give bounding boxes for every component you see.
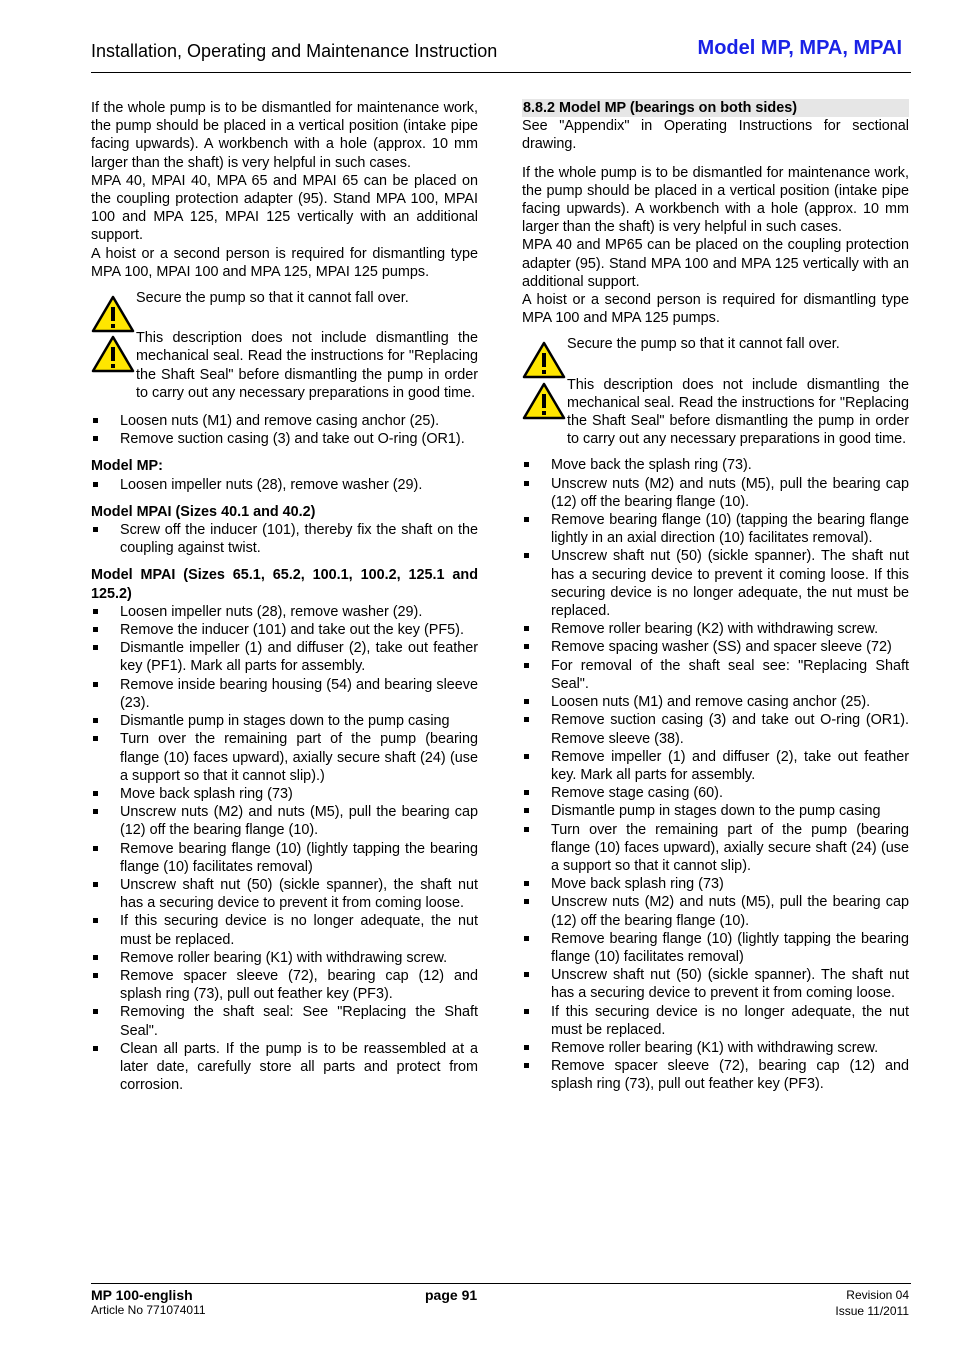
page-header <box>91 38 911 73</box>
list-item: Loosen impeller nuts (28), remove washer (29). <box>91 476 478 494</box>
list-item: Remove stage casing (60). <box>522 784 909 802</box>
right-column <box>522 99 909 1094</box>
list-item: Remove the inducer (101) and take out the key (PF5). <box>91 621 478 639</box>
list-item: For removal of the shaft seal see: "Replacing Shaft Seal". <box>522 657 909 693</box>
warning-icon <box>91 295 135 333</box>
list-item: Move back the splash ring (73). <box>522 456 909 474</box>
warning-icon <box>91 335 135 373</box>
right-intro-paragraph-3: A hoist or a second person is required for dismantling type MPA 100 and MPA 125 pumps. <box>522 292 909 327</box>
left-column <box>91 99 478 1094</box>
list-item: Unscrew nuts (M2) and nuts (M5), pull the bearing cap (12) off the bearing flange (10). <box>522 475 909 511</box>
list-item: Dismantle impeller (1) and diffuser (2), take out feather key (PF1). Mark all parts for assembly. <box>91 639 478 675</box>
list-item: If this securing device is no longer adequate, the nut must be replaced. <box>522 1003 909 1039</box>
list-item: Loosen nuts (M1) and remove casing anchor (25). <box>91 412 478 430</box>
list-item: Remove bearing flange (10) (lightly tapping the bearing flange (10) facilitates removal) <box>522 930 909 966</box>
warning-icon <box>522 382 566 420</box>
warning-icon <box>522 341 566 379</box>
list-item: Remove roller bearing (K1) with withdrawing screw. <box>91 949 478 967</box>
left-bullets-1 <box>91 412 478 448</box>
section-heading: 8.8.2 Model MP (bearings on both sides) <box>522 99 909 117</box>
right-intro-paragraph-1: If the whole pump is to be dismantled for maintenance work, the pump should be placed in a vertical position (intake pipe facing upwards). A workbench with a hole (approx. 10 mm larger than the shaft) is very helpful in such cases. <box>522 164 909 236</box>
model-mpai-40-bullets <box>91 521 478 557</box>
list-item: Remove spacing washer (SS) and spacer sleeve (72) <box>522 638 909 656</box>
right-bullets <box>522 456 909 1093</box>
right-warning-seal <box>522 376 909 449</box>
left-warning-fall <box>91 289 478 307</box>
list-item: Loosen nuts (M1) and remove casing anchor (25). <box>522 693 909 711</box>
list-item: Remove roller bearing (K1) with withdrawing screw. <box>522 1039 909 1057</box>
model-mp-bullets <box>91 476 478 494</box>
model-title: Model MP, MPA, MPAI <box>697 37 902 59</box>
model-mpai-40-heading: Model MPAI (Sizes 40.1 and 40.2) <box>91 503 316 520</box>
list-item: Remove spacer sleeve (72), bearing cap (12) and splash ring (73), pull out feather key (PF3). <box>522 1057 909 1093</box>
list-item: Remove suction casing (3) and take out O-ring (OR1). Remove sleeve (38). <box>522 711 909 747</box>
list-item: Loosen impeller nuts (28), remove washer (29). <box>91 603 478 621</box>
footer-article-number: Article No 771074011 <box>91 1303 206 1317</box>
list-item: Remove bearing flange (10) (tapping the bearing flange lightly in an axial direction (10) facilitates removal). <box>522 511 909 547</box>
warning-text: Secure the pump so that it cannot fall over. <box>567 336 840 353</box>
list-item: Screw off the inducer (101), thereby fix the shaft on the coupling against twist. <box>91 521 478 557</box>
footer-issue: Issue 11/2011 <box>835 1304 909 1318</box>
list-item: Move back splash ring (73) <box>522 875 909 893</box>
model-mpai-65-bullets <box>91 603 478 1094</box>
list-item: Unscrew shaft nut (50) (sickle spanner). The shaft nut has a securing device to prevent it coming loose. If this securing device is no longer adequate, the nut must be replaced. <box>522 547 909 620</box>
page-footer <box>91 1283 911 1318</box>
list-item: Unscrew shaft nut (50) (sickle spanner). The shaft nut has a securing device to prevent it from coming loose. <box>522 966 909 1002</box>
warning-text: This description does not include dismantling the mechanical seal. Read the instructions for "Replacing the Shaft Seal" before dismantling the pump in order to carry out any necessary preparations in good time. <box>136 330 478 401</box>
list-item: Unscrew nuts (M2) and nuts (M5), pull the bearing cap (12) off the bearing flange (10). <box>91 803 478 839</box>
list-item: Remove bearing flange (10) (lightly tapping the bearing flange (10) facilitates removal) <box>91 840 478 876</box>
list-item: Move back splash ring (73) <box>91 785 478 803</box>
warning-text: Secure the pump so that it cannot fall over. <box>136 290 409 307</box>
left-warning-seal <box>91 329 478 402</box>
footer-doc-name: MP 100-english <box>91 1287 193 1303</box>
list-item: Dismantle pump in stages down to the pump casing <box>91 712 478 730</box>
list-item: Remove impeller (1) and diffuser (2), take out feather key. Mark all parts for assembly. <box>522 748 909 784</box>
list-item: Turn over the remaining part of the pump (bearing flange (10) faces upward), axially secure shaft (24) (use a support so that it cannot slip). <box>522 821 909 876</box>
list-item: Turn over the remaining part of the pump (bearing flange (10) faces upward), axially secure shaft (24) (use a support so that it cannot slip).) <box>91 730 478 785</box>
list-item: If this securing device is no longer adequate, the nut must be replaced. <box>91 912 478 948</box>
right-intro-paragraph-2: MPA 40 and MP65 can be placed on the coupling protection adapter (95). Stand MPA 100 and MPA 125 vertically with an additional support. <box>522 237 909 290</box>
list-item: Remove suction casing (3) and take out O-ring (OR1). <box>91 430 478 448</box>
footer-page-number: page 91 <box>425 1287 478 1303</box>
document-title: Installation, Operating and Maintenance Instruction <box>91 41 498 61</box>
list-item: Remove roller bearing (K2) with withdrawing screw. <box>522 620 909 638</box>
left-intro-paragraph-2: MPA 40, MPAI 40, MPA 65 and MPAI 65 can be placed on the coupling protection adapter (95). Stand MPA 100, MPAI 100 and MPA 125, MPAI 125 vertically with an additional support. <box>91 172 478 244</box>
list-item: Unscrew nuts (M2) and nuts (M5), pull the bearing cap (12) off the bearing flange (10). <box>522 893 909 929</box>
list-item: Unscrew shaft nut (50) (sickle spanner), the shaft nut has a securing device to prevent it from coming loose. <box>91 876 478 912</box>
left-intro-paragraph-1: If the whole pump is to be dismantled for maintenance work, the pump should be placed in a vertical position (intake pipe facing upwards). A workbench with a hole (approx. 10 mm larger than the shaft) is very helpful in such cases. <box>91 100 478 171</box>
model-mp-heading: Model MP: <box>91 458 163 475</box>
list-item: Remove spacer sleeve (72), bearing cap (12) and splash ring (73), pull out feather key (PF3). <box>91 967 478 1003</box>
list-item: Dismantle pump in stages down to the pump casing <box>522 802 909 820</box>
list-item: Removing the shaft seal: See "Replacing the Shaft Seal". <box>91 1003 478 1039</box>
see-appendix-text: See "Appendix" in Operating Instructions for sectional drawing. <box>522 118 909 153</box>
model-mpai-65-heading: Model MPAI (Sizes 65.1, 65.2, 100.1, 100.2, 125.1 and 125.2) <box>91 567 478 602</box>
warning-text: This description does not include dismantling the mechanical seal. Read the instructions for "Replacing the Shaft Seal" before dismantling the pump in order to carry out any necessary preparations in good time. <box>567 376 909 448</box>
left-intro-paragraph-3: A hoist or a second person is required for dismantling type MPA 100, MPAI 100 and MPA 125, MPAI 125 pumps. <box>91 245 478 280</box>
list-item: Clean all parts. If the pump is to be reassembled at a later date, carefully store all parts and protect from corrosion. <box>91 1040 478 1095</box>
footer-revision: Revision 04 <box>846 1288 909 1302</box>
list-item: Remove inside bearing housing (54) and bearing sleeve (23). <box>91 676 478 712</box>
right-warning-fall <box>522 335 909 353</box>
